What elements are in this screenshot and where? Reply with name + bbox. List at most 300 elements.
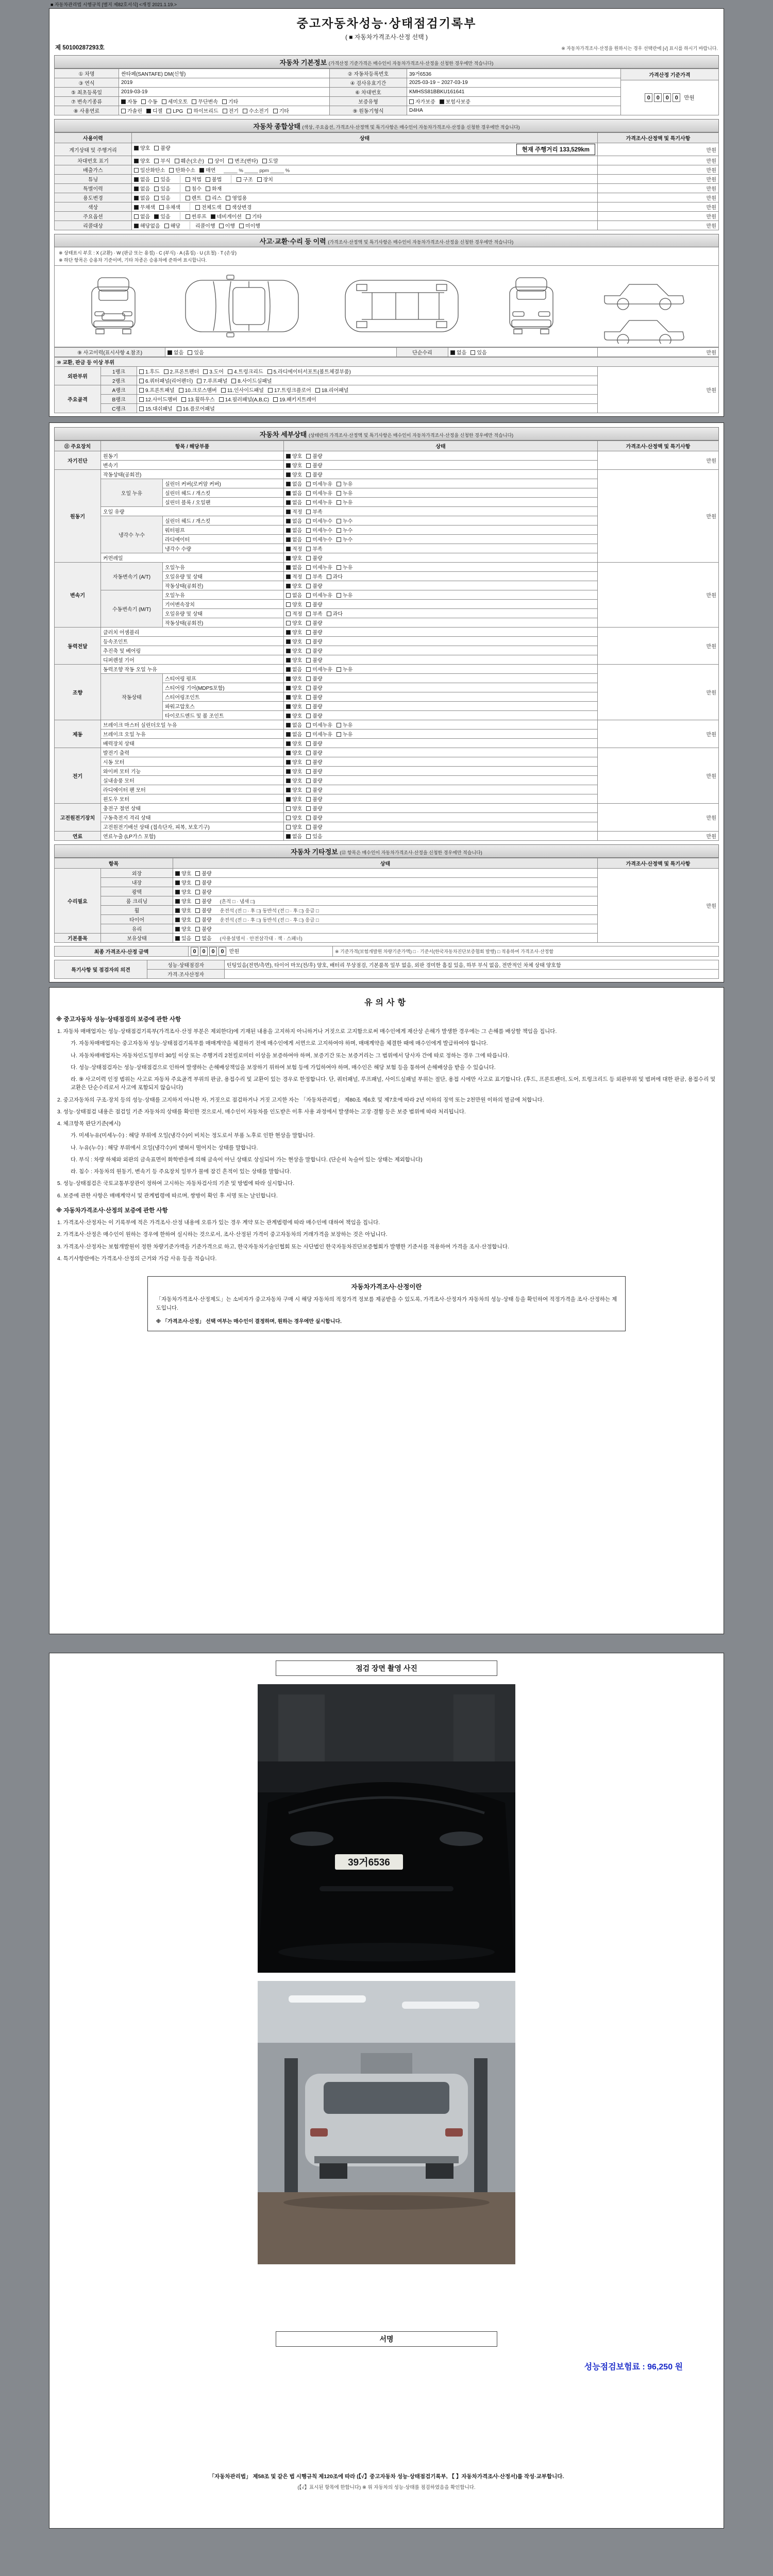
checkbox-option[interactable] <box>186 184 201 192</box>
col-detail-state: 상태 <box>284 441 598 451</box>
checkbox-option[interactable] <box>139 386 175 394</box>
checkbox-option[interactable] <box>195 897 211 905</box>
checkbox-option[interactable] <box>306 461 322 469</box>
checkbox-option[interactable] <box>337 665 352 673</box>
checkbox-option[interactable] <box>286 749 302 756</box>
checkbox-option[interactable] <box>159 203 180 211</box>
option-group <box>134 184 180 192</box>
checkbox-option[interactable] <box>337 489 352 497</box>
checkbox-icon <box>195 936 200 941</box>
checkbox-option[interactable] <box>306 804 322 812</box>
option-group <box>286 619 327 626</box>
state-cell <box>132 202 598 212</box>
checkbox-option[interactable] <box>306 563 332 571</box>
option-group <box>167 348 208 356</box>
checkbox-option[interactable] <box>306 489 332 497</box>
checkbox-label: 누유 <box>342 732 353 738</box>
checkbox-option[interactable] <box>134 175 150 183</box>
subgroup-label: 자동변속기 (A/T) <box>101 563 163 590</box>
checkbox-option[interactable] <box>306 795 322 803</box>
checkbox-option[interactable] <box>177 404 215 412</box>
checkbox-option[interactable] <box>175 157 204 164</box>
checkbox-option[interactable] <box>306 554 322 562</box>
state-symbol-legend <box>54 247 719 266</box>
checkbox-option[interactable] <box>286 619 302 626</box>
option-group <box>286 656 327 664</box>
device-label: 동력전달 <box>55 628 101 665</box>
checkbox-option[interactable] <box>195 203 222 211</box>
checkbox-option[interactable] <box>286 591 302 599</box>
checkbox-option[interactable] <box>134 184 150 192</box>
checkbox-option[interactable] <box>286 786 302 793</box>
checkbox-icon <box>306 639 311 644</box>
checkbox-option[interactable] <box>195 934 211 942</box>
checkbox-option[interactable] <box>164 222 180 229</box>
checkbox-option[interactable] <box>226 194 247 201</box>
checkbox-label: 과다 <box>332 612 343 617</box>
usage-history-label: 계기상태 및 주행거리 <box>55 143 132 156</box>
checkbox-option[interactable] <box>286 480 302 487</box>
checkbox-option[interactable] <box>121 97 137 105</box>
detail-row <box>55 804 719 813</box>
checkbox-option[interactable] <box>206 194 222 201</box>
document-subtitle: ( ■ 자동차가격조사·산정 선택 ) <box>345 33 428 41</box>
checkbox-option[interactable] <box>231 377 272 384</box>
checkbox-option[interactable] <box>134 222 160 229</box>
signature-section-title: 서명 <box>276 2331 497 2347</box>
checkbox-option[interactable] <box>146 107 162 114</box>
option-group <box>186 175 232 183</box>
checkbox-option[interactable] <box>222 97 238 105</box>
checkbox-option[interactable] <box>195 888 211 895</box>
checkbox-option[interactable] <box>306 591 332 599</box>
checkbox-icon <box>246 214 250 219</box>
checkbox-icon <box>286 806 291 811</box>
checkbox-option[interactable] <box>175 869 191 877</box>
option-group <box>286 749 327 756</box>
checkbox-option[interactable] <box>154 157 170 164</box>
checkbox-label: 7.루프패널 <box>203 379 228 384</box>
option-group <box>286 600 327 608</box>
checkbox-icon <box>134 146 139 150</box>
checkbox-option[interactable] <box>154 144 170 151</box>
checkbox-option[interactable] <box>134 203 155 211</box>
checkbox-label: 없음 <box>292 834 303 840</box>
checkbox-option[interactable] <box>286 730 302 738</box>
checkbox-option[interactable] <box>306 470 322 478</box>
checkbox-option[interactable] <box>306 647 322 654</box>
checkbox-option[interactable] <box>121 107 142 114</box>
checkbox-option[interactable] <box>237 175 253 183</box>
checkbox-label: 없음 <box>201 936 212 942</box>
checkbox-option[interactable] <box>139 404 173 412</box>
checkbox-option[interactable] <box>175 925 191 933</box>
overall-row <box>55 156 719 165</box>
checkbox-option[interactable] <box>139 377 193 384</box>
checkbox-option[interactable] <box>167 348 183 356</box>
checkbox-option[interactable] <box>134 212 150 220</box>
checkbox-option[interactable] <box>306 545 322 552</box>
notes-group2 <box>54 1218 719 1263</box>
checkbox-label: 있음 <box>194 350 204 356</box>
option-group <box>286 637 327 645</box>
checkbox-option[interactable] <box>139 395 177 403</box>
checkbox-icon <box>203 369 208 374</box>
checkbox-label: 양호 <box>292 649 303 654</box>
checkbox-label: 없음 <box>292 519 303 524</box>
checkbox-option[interactable] <box>226 203 252 211</box>
checkbox-option[interactable] <box>306 823 322 831</box>
checkbox-option[interactable] <box>286 767 302 775</box>
checkbox-option[interactable] <box>327 609 343 617</box>
checkbox-option[interactable] <box>306 582 322 589</box>
checkbox-option[interactable] <box>154 175 170 183</box>
checkbox-option[interactable] <box>273 395 316 403</box>
checkbox-option[interactable] <box>286 582 302 589</box>
checkbox-option[interactable] <box>286 832 302 840</box>
rank-label: 2랭크 <box>101 376 137 385</box>
checkbox-option[interactable] <box>175 897 191 905</box>
checkbox-option[interactable] <box>203 367 224 375</box>
col-price-remarks: 가격조사·산정액 및 특기사항 <box>598 133 719 143</box>
checkbox-option[interactable] <box>306 739 322 747</box>
checkbox-option[interactable] <box>208 157 224 164</box>
checkbox-option[interactable] <box>306 535 332 543</box>
etc-row <box>55 869 719 878</box>
checkbox-option[interactable] <box>286 461 302 469</box>
checkbox-option[interactable] <box>219 395 269 403</box>
checkbox-option[interactable] <box>286 656 302 664</box>
checkbox-option[interactable] <box>169 166 195 174</box>
checkbox-option[interactable] <box>286 507 302 515</box>
checkbox-option[interactable] <box>195 906 211 914</box>
checkbox-option[interactable] <box>306 693 322 701</box>
repair-needed-group-label: 수리필요 <box>55 869 101 934</box>
checkbox-option[interactable] <box>186 212 207 220</box>
option-group <box>175 925 216 933</box>
checkbox-label: 렌트 <box>191 196 201 201</box>
option-group <box>286 572 347 580</box>
checkbox-option[interactable] <box>306 721 332 728</box>
state-cell <box>284 461 598 470</box>
insurance-fee-label: 성능점검보험료 : <box>584 2363 645 2371</box>
checkbox-option[interactable] <box>286 721 302 728</box>
checkbox-option[interactable] <box>286 674 302 682</box>
checkbox-option[interactable] <box>306 776 322 784</box>
checkbox-option[interactable] <box>286 535 302 543</box>
checkbox-label: 13.휠하우스 <box>188 397 215 403</box>
checkbox-option[interactable] <box>175 934 191 942</box>
checkbox-option[interactable] <box>306 684 322 691</box>
checkbox-option[interactable] <box>306 480 332 487</box>
checkbox-icon <box>286 547 291 551</box>
checkbox-option[interactable] <box>306 711 322 719</box>
checkbox-option[interactable] <box>187 107 218 114</box>
checkbox-label: 양호 <box>292 797 303 803</box>
checkbox-option[interactable] <box>450 348 466 356</box>
checkbox-option[interactable] <box>286 563 302 571</box>
checkbox-option[interactable] <box>286 823 302 831</box>
checkbox-option[interactable] <box>306 572 322 580</box>
checkbox-option[interactable] <box>154 212 170 220</box>
checkbox-option[interactable] <box>243 107 269 114</box>
checkbox-icon <box>228 369 232 374</box>
checkbox-option[interactable] <box>186 175 201 183</box>
checkbox-option[interactable] <box>195 869 211 877</box>
checkbox-option[interactable] <box>306 637 322 645</box>
notice-item: 나. 누유(누수) : 해당 부위에서 오일(냉각수)이 맺혀서 떨어지는 상태를 말합니다. <box>71 1144 258 1151</box>
checkbox-option[interactable] <box>286 776 302 784</box>
option-group <box>134 157 282 164</box>
checkbox-option[interactable] <box>134 194 150 201</box>
option-group <box>286 461 327 469</box>
checkbox-option[interactable] <box>306 665 332 673</box>
checkbox-option[interactable] <box>268 386 311 394</box>
checkbox-icon <box>306 510 311 514</box>
checkbox-label: 불법 <box>211 177 222 183</box>
option-group <box>286 693 327 701</box>
checkbox-label: 적정 <box>292 574 303 580</box>
fuel-options <box>119 106 330 115</box>
checkbox-option[interactable] <box>134 166 165 174</box>
checkbox-option[interactable] <box>286 739 302 747</box>
checkbox-option[interactable] <box>315 386 349 394</box>
checkbox-option[interactable] <box>306 526 332 534</box>
checkbox-option[interactable] <box>164 367 199 375</box>
checkbox-option[interactable] <box>257 175 273 183</box>
checkbox-option[interactable] <box>286 758 302 766</box>
state-cell <box>284 674 598 683</box>
checkbox-option[interactable] <box>337 498 352 506</box>
checkbox-option[interactable] <box>192 97 218 105</box>
checkbox-option[interactable] <box>195 878 211 886</box>
checkbox-icon <box>306 472 311 477</box>
checkbox-option[interactable] <box>175 916 191 923</box>
checkbox-option[interactable] <box>211 212 242 220</box>
checkbox-option[interactable] <box>134 144 150 151</box>
checkbox-icon <box>306 602 311 607</box>
final-price-digits <box>191 949 228 955</box>
checkbox-option[interactable] <box>199 166 215 174</box>
checkbox-option[interactable] <box>306 498 332 506</box>
item-label: 작동상태(공회전) <box>163 581 284 590</box>
detail-row <box>55 451 719 461</box>
checkbox-icon <box>139 369 144 374</box>
checkbox-label: 미세누수 <box>312 537 332 543</box>
checkbox-option[interactable] <box>223 107 239 114</box>
price-cell: 만원 <box>598 143 719 156</box>
checkbox-option[interactable] <box>206 184 222 192</box>
checkbox-label: 양호 <box>292 751 303 756</box>
checkbox-option[interactable] <box>337 563 352 571</box>
checkbox-option[interactable] <box>306 832 322 840</box>
checkbox-option[interactable] <box>306 452 322 460</box>
checkbox-option[interactable] <box>306 702 322 710</box>
checkbox-option[interactable] <box>440 97 470 105</box>
checkbox-option[interactable] <box>267 367 351 375</box>
price-digit: 0 <box>654 93 662 102</box>
checkbox-option[interactable] <box>286 526 302 534</box>
checkbox-label: 없음 <box>292 732 303 738</box>
checkbox-option[interactable] <box>175 906 191 914</box>
section-detail-note: (상태란의 가격조사·산정액 및 특기사항은 매수인이 자동차가격조사·산정을 신청한 경우에만 적습니다) <box>309 433 514 438</box>
checkbox-option[interactable] <box>286 702 302 710</box>
checkbox-option[interactable] <box>327 572 343 580</box>
checkbox-icon <box>154 214 159 219</box>
report-page-2 <box>49 422 724 982</box>
checkbox-option[interactable] <box>337 721 352 728</box>
license-plate-number: 39거6536 <box>348 1857 390 1868</box>
checkbox-option[interactable] <box>306 786 322 793</box>
checkbox-option[interactable] <box>175 878 191 886</box>
checkbox-icon <box>243 109 247 113</box>
item-label: 작동상태(공회전) <box>101 470 284 479</box>
checkbox-option[interactable] <box>179 386 217 394</box>
form-reference-line: ■ 자동차관리법 시행규칙 [별지 제82호서식] <개정 2021.1.19.> <box>51 2 177 7</box>
item-label: 변속기 <box>101 461 284 470</box>
checkbox-option[interactable] <box>409 97 435 105</box>
checkbox-option[interactable] <box>286 489 302 497</box>
checkbox-option[interactable] <box>206 175 222 183</box>
checkbox-option[interactable] <box>337 526 352 534</box>
checkbox-option[interactable] <box>154 184 170 192</box>
checkbox-label: 누수 <box>342 519 353 524</box>
checkbox-option[interactable] <box>306 814 322 821</box>
option-group <box>286 582 327 589</box>
checkbox-option[interactable] <box>306 628 322 636</box>
checkbox-label: 없음 <box>140 177 150 183</box>
option-group <box>286 823 327 831</box>
option-group <box>286 767 327 775</box>
checkbox-label: 10.크로스멤버 <box>184 388 217 394</box>
checkbox-option[interactable] <box>286 572 302 580</box>
state-cell <box>284 646 598 655</box>
checkbox-option[interactable] <box>219 222 235 229</box>
option-group <box>134 175 180 183</box>
checkbox-label: 없음 <box>292 491 303 497</box>
checkbox-option[interactable] <box>197 377 227 384</box>
checkbox-option[interactable] <box>337 480 352 487</box>
option-group <box>139 377 276 384</box>
checkbox-option[interactable] <box>286 517 302 524</box>
checkbox-option[interactable] <box>228 367 263 375</box>
etc-item-label: 룸 크리닝 <box>101 896 173 906</box>
checkbox-option[interactable] <box>306 656 322 664</box>
checkbox-option[interactable] <box>337 517 352 524</box>
checkbox-label: 양호 <box>292 769 303 775</box>
checkbox-option[interactable] <box>306 507 322 515</box>
checkbox-option[interactable] <box>154 194 170 201</box>
checkbox-option[interactable] <box>286 814 302 821</box>
checkbox-label: 양호 <box>181 871 192 877</box>
option-group <box>286 489 357 497</box>
checkbox-option[interactable] <box>286 452 302 460</box>
checkbox-label: 없음 <box>292 593 303 599</box>
checkbox-option[interactable] <box>306 609 322 617</box>
checkbox-icon <box>286 695 291 700</box>
checkbox-option[interactable] <box>181 395 215 403</box>
checkbox-option[interactable] <box>286 693 302 701</box>
checkbox-icon <box>206 177 210 182</box>
checkbox-option[interactable] <box>286 470 302 478</box>
checkbox-icon <box>175 890 180 894</box>
checkbox-option[interactable] <box>273 107 289 114</box>
checkbox-option[interactable] <box>306 749 322 756</box>
checkbox-option[interactable] <box>286 498 302 506</box>
checkbox-option[interactable] <box>195 925 211 933</box>
checkbox-option[interactable] <box>306 600 322 608</box>
checkbox-option[interactable] <box>286 804 302 812</box>
checkbox-label: 양호 <box>292 630 303 636</box>
checkbox-option[interactable] <box>306 674 322 682</box>
state-cell <box>173 924 598 934</box>
checkbox-option[interactable] <box>286 609 302 617</box>
section-detail-header <box>54 427 719 440</box>
checkbox-icon <box>286 472 291 477</box>
checkbox-option[interactable] <box>246 212 262 220</box>
checkbox-option[interactable] <box>306 767 322 775</box>
checkbox-icon <box>286 649 291 653</box>
state-cell <box>284 822 598 832</box>
checkbox-option[interactable] <box>286 795 302 803</box>
checkbox-option[interactable] <box>186 194 201 201</box>
checkbox-option[interactable] <box>286 711 302 719</box>
checkbox-option[interactable] <box>306 517 332 524</box>
checkbox-option[interactable] <box>262 157 278 164</box>
checkbox-option[interactable] <box>188 348 204 356</box>
section-etc-header <box>54 844 719 858</box>
item-label: 스티어링조인트 <box>163 692 284 702</box>
checkbox-option[interactable] <box>286 684 302 691</box>
checkbox-option[interactable] <box>139 367 160 375</box>
subgroup-label: 오일 누유 <box>101 479 163 507</box>
checkbox-label: 불량 <box>312 463 323 469</box>
checkbox-option[interactable] <box>134 157 150 164</box>
checkbox-option[interactable] <box>286 545 302 552</box>
checkbox-option[interactable] <box>306 730 332 738</box>
checkbox-label: 썬루프 <box>191 214 207 220</box>
checkbox-option[interactable] <box>306 619 322 626</box>
checkbox-option[interactable] <box>286 637 302 645</box>
checkbox-option[interactable] <box>286 665 302 673</box>
checkbox-option[interactable] <box>286 647 302 654</box>
overall-row <box>55 212 719 221</box>
checkbox-option[interactable] <box>175 888 191 895</box>
checkbox-label: 불량 <box>312 751 323 756</box>
checkbox-option[interactable] <box>337 591 352 599</box>
checkbox-option[interactable] <box>221 386 264 394</box>
item-label: 오일유량 및 상태 <box>163 572 284 581</box>
checkbox-option[interactable] <box>162 97 188 105</box>
state-extra: (흔적 □ · 냄새 □) <box>220 899 255 905</box>
checkbox-option[interactable] <box>470 348 486 356</box>
checkbox-label: 불량 <box>312 760 323 766</box>
checkbox-option[interactable] <box>228 157 258 164</box>
checkbox-option[interactable] <box>286 628 302 636</box>
checkbox-label: 구조 <box>243 177 253 183</box>
checkbox-option[interactable] <box>141 97 157 105</box>
checkbox-option[interactable] <box>337 730 352 738</box>
checkbox-option[interactable] <box>166 109 183 114</box>
checkbox-option[interactable] <box>337 535 352 543</box>
checkbox-option[interactable] <box>286 600 302 608</box>
checkbox-icon <box>306 658 311 663</box>
option-group <box>286 684 327 691</box>
checkbox-option[interactable] <box>239 222 260 229</box>
checkbox-option[interactable] <box>286 554 302 562</box>
checkbox-option[interactable] <box>195 916 211 923</box>
checkbox-option[interactable] <box>306 758 322 766</box>
